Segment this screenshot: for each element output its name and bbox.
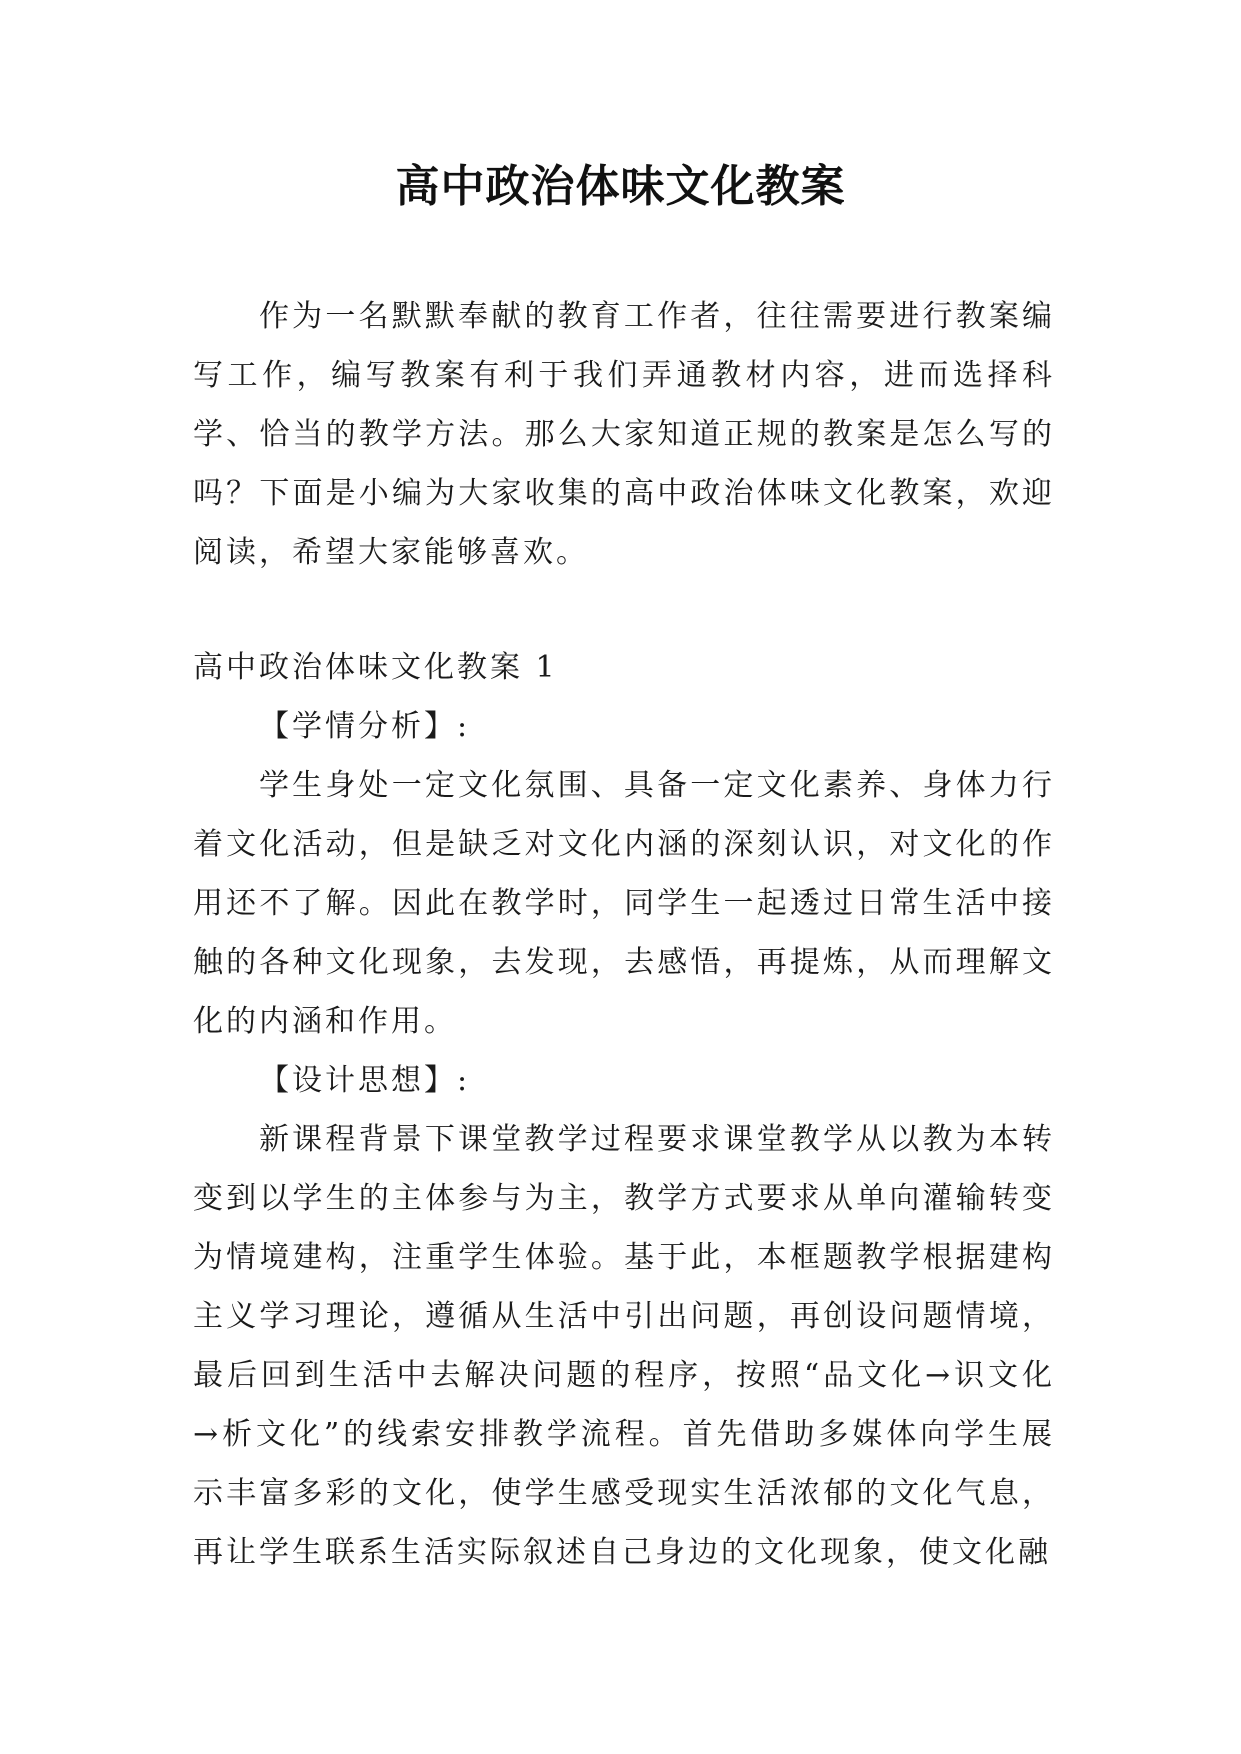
label-design-idea: 【设计思想】:: [259, 1063, 471, 1098]
document-title: 高中政治体味文化教案: [395, 161, 846, 212]
section-heading: 高中政治体味文化教案 1: [193, 650, 558, 685]
label-learning-analysis: 【学情分析】:: [259, 709, 471, 744]
paragraph-learning-analysis: 学生身处一定文化氛围、具备一定文化素养、身体力行着文化活动，但是缺乏对文化内涵的深刻认识，对文化的作用还不了解。因此在教学时，同学生一起透过日常生活中接触的各种文化现象，去发现，去感悟，再提炼，从而理解文化的内涵和作用。: [193, 768, 1055, 1039]
paragraph-design-idea: 新课程背景下课堂教学过程要求课堂教学从以教为本转变到以学生的主体参与为主，教学方式要求从单向灌输转变为情境建构，注重学生体验。基于此，本框题教学根据建构主义学习理论，遵循从生活中引出问题，再创设问题情境，最后回到生活中去解决问题的程序，按照“品文化→识文化→析文化”的线索安排教学流程。首先借助多媒体向学生展示丰富多彩的文化，使学生感受现实生活浓郁的文化气息，再让学生联系生活实际叙述自己身边的文化现象，使文化融: [193, 1122, 1055, 1570]
intro-paragraph: 作为一名默默奉献的教育工作者，往往需要进行教案编写工作，编写教案有利于我们弄通教材内容，进而选择科学、恰当的教学方法。那么大家知道正规的教案是怎么写的吗？下面是小编为大家收集的高中政治体味文化教案，欢迎阅读，希望大家能够喜欢。: [193, 299, 1055, 570]
intro-block: [193, 287, 1055, 582]
section-1: [193, 638, 1055, 1582]
